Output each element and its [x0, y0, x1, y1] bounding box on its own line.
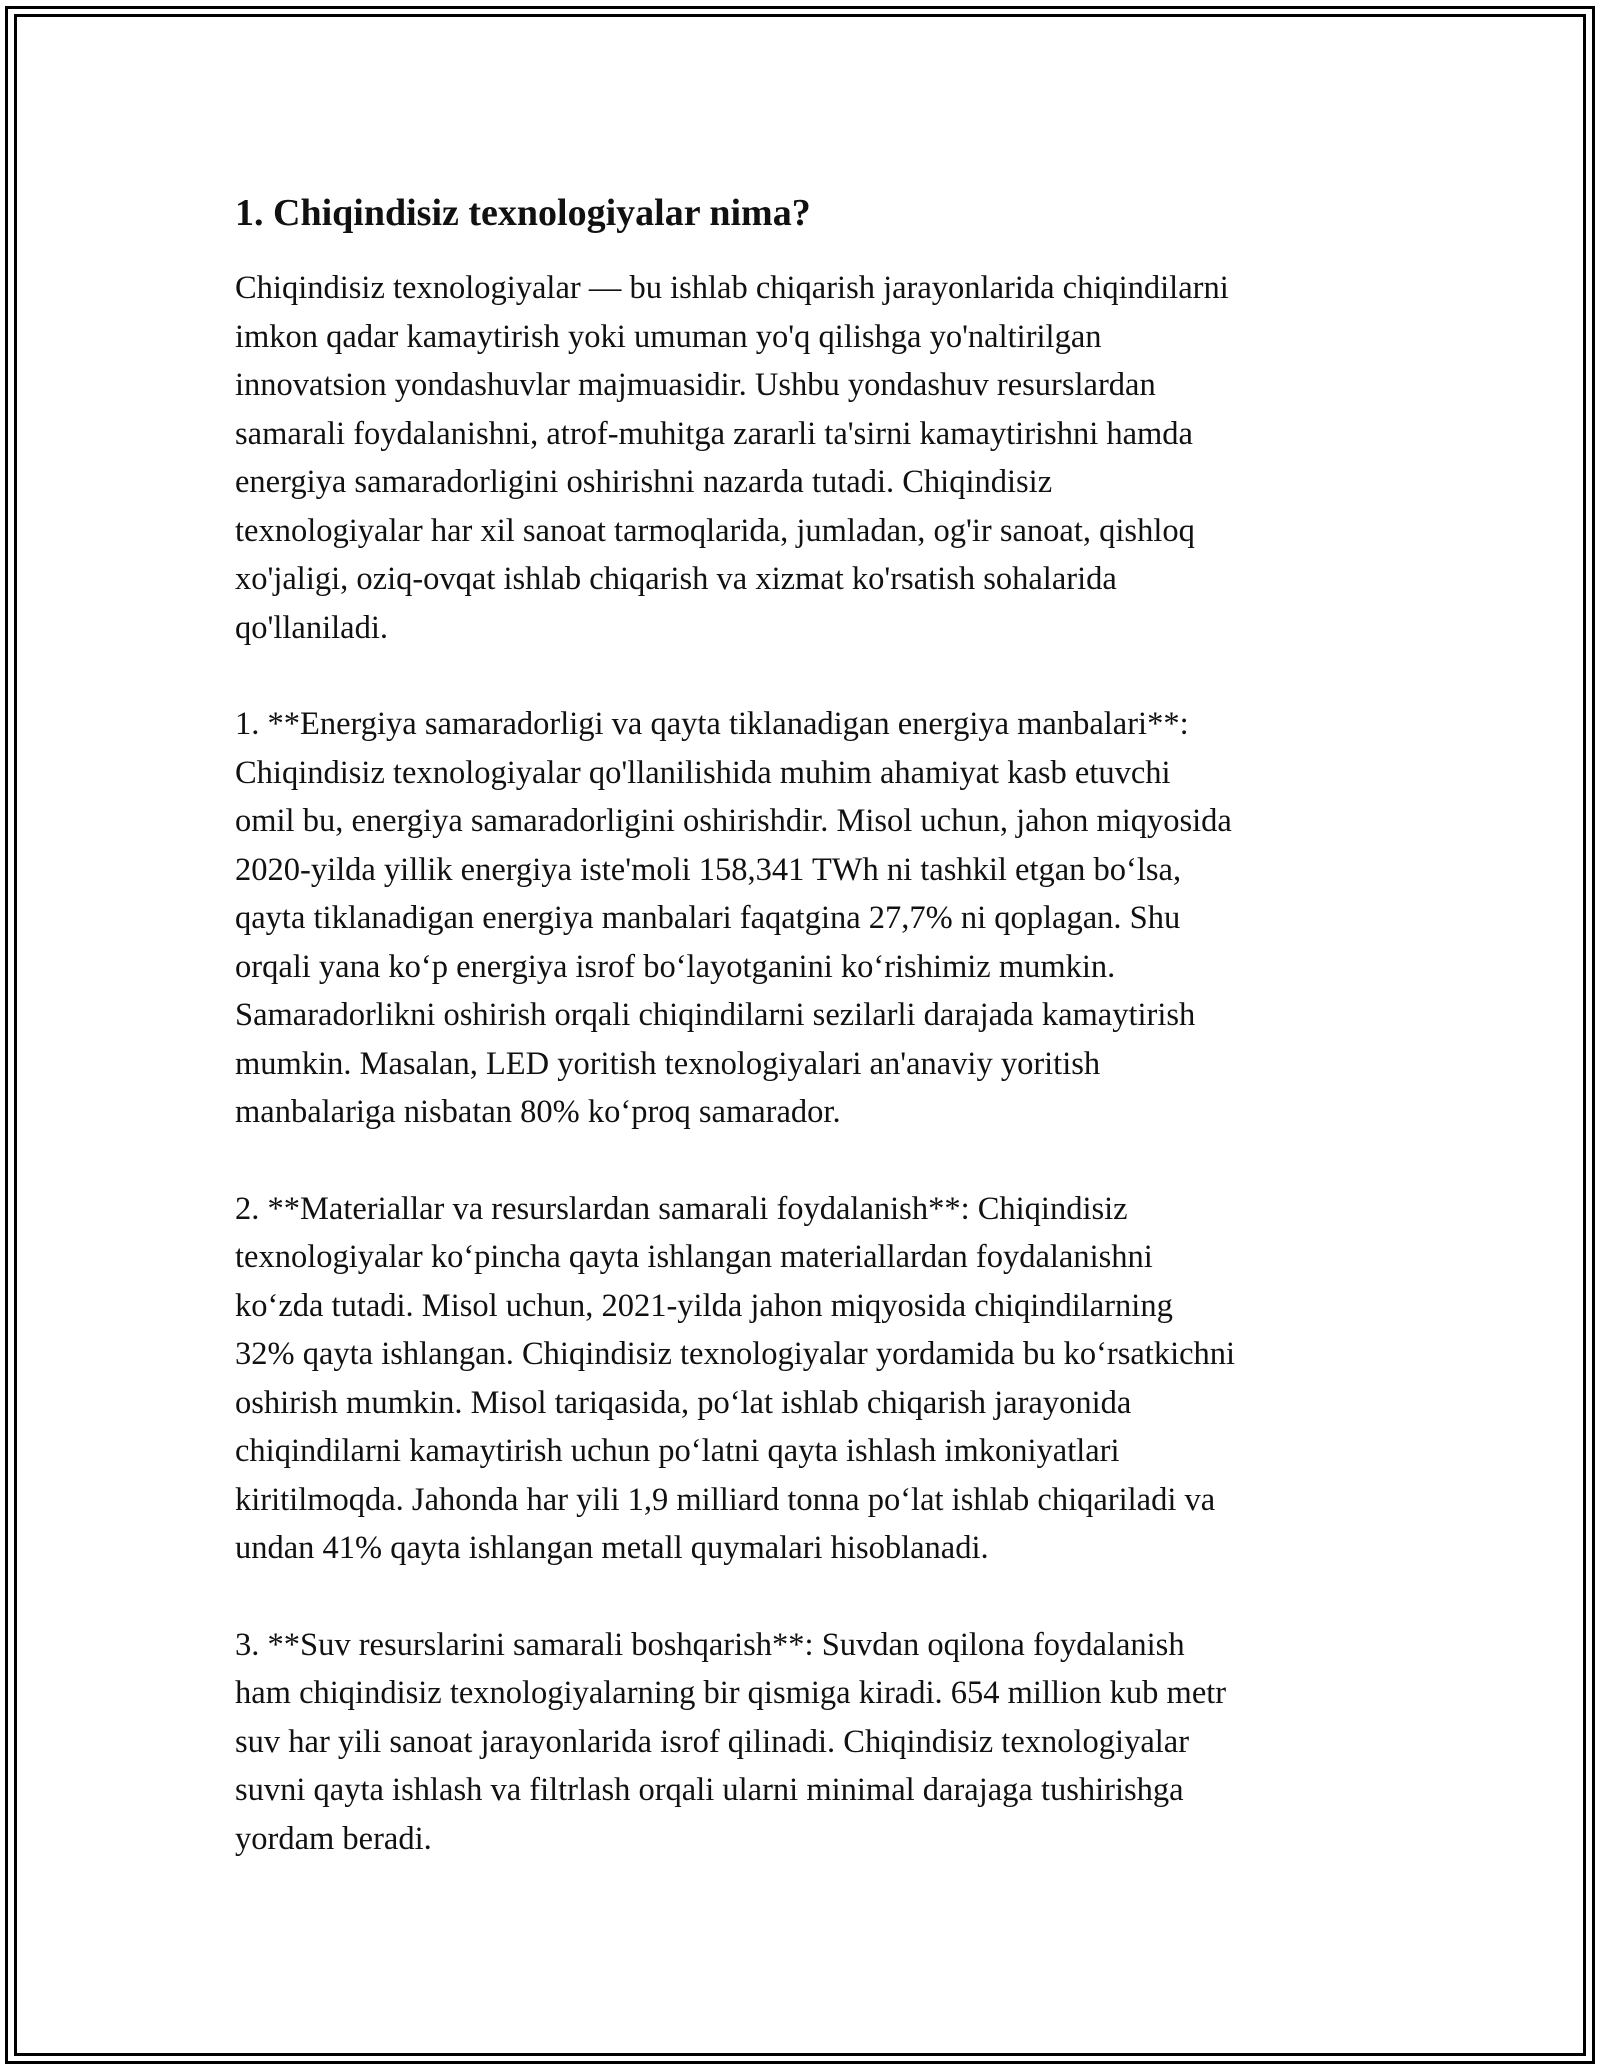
intro-paragraph: Chiqindisiz texnologiyalar — bu ishlab chiqarish jarayonlarida chiqindilarni imkon qadar kamaytirish yoki umuman yo'q qilishga yo'naltirilgan innovatsion yondashuvlar majmuasidir. Ushbu yondashuv resurslardan samarali foydalanishni, atrof-muhitga zararli ta'sirni kamaytirishni hamda energiya samaradorligini oshirishni nazarda tutadi. Chiqindisiz texnologiyalar har xil sanoat tarmoqlarida, jumladan, og'ir sanoat, qishloq xo'jaligi, oziq-ovqat ishlab chiqarish va xizmat ko'rsatish sohalarida qo'llaniladi.	[235, 270, 1229, 646]
materials-paragraph: 2. **Materiallar va resurslardan samarali foydalanish**: Chiqindisiz texnologiyalar ko‘pincha qayta ishlangan materiallardan foydalanishni ko‘zda tutadi. Misol uchun, 2021-yilda jahon miqyosida chiqindilarning 32% qayta ishlangan. Chiqindisiz texnologiyalar yordamida bu ko‘rsatkichni oshirish mumkin. Misol tariqasida, po‘lat ishlab chiqarish jarayonida chiqindilarni kamaytirish uchun po‘latni qayta ishlash imkoniyatlari kiritilmoqda. Jahonda har yili 1,9 milliard tonna po‘lat ishlab chiqariladi va undan 41% qayta ishlangan metall quymalari hisoblanadi.	[235, 1190, 1236, 1566]
water-paragraph: 3. **Suv resurslarini samarali boshqarish**: Suvdan oqilona foydalanish ham chiqindisiz texnologiyalarning bir qismiga kiradi. 654 million kub metr suv har yili sanoat jarayonlarida isrof qilinadi. Chiqindisiz texnologiyalar suvni qayta ishlash va filtrlash orqali ularni minimal darajaga tushirishga yordam beradi.	[235, 1626, 1227, 1857]
section-heading: 1. Chiqindisiz texnologiyalar nima?	[235, 192, 811, 234]
energy-paragraph: 1. **Energiya samaradorligi va qayta tiklanadigan energiya manbalari**: Chiqindisiz texnologiyalar qo'llanilishida muhim ahamiyat kasb etuvchi omil bu, energiya samaradorligini oshirishdir. Misol uchun, jahon miqyosida 2020-yilda yillik energiya iste'moli 158,341 TWh ni tashkil etgan bo‘lsa, qayta tiklanadigan energiya manbalari faqatgina 27,7% ni qoplagan. Shu orqali yana ko‘p energiya isrof bo‘layotganini ko‘rishimiz mumkin. Samaradorlikni oshirish orqali chiqindilarni sezilarli darajada kamaytirish mumkin. Masalan, LED yoritish texnologiyalari an'anaviy yoritish manbalariga nisbatan 80% ko‘proq samarador.	[235, 706, 1232, 1130]
document-body	[235, 190, 1375, 1911]
